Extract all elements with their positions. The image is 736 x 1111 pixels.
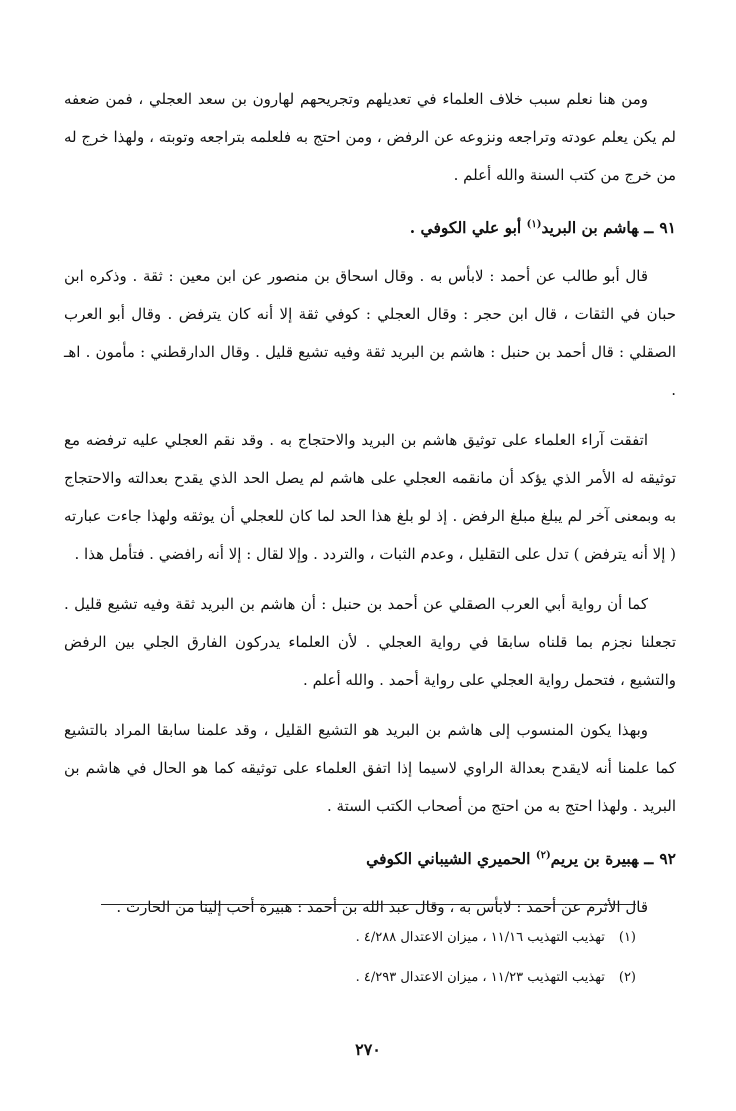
footnote-divider (101, 904, 636, 905)
entry-heading-92 (64, 837, 676, 878)
footnote-2 (100, 958, 636, 998)
paragraph-1: ومن هنا نعلم سبب خلاف العلماء في تعديلهم وتجريحهم لهارون بن سعد العجلي ، فمن ضعفه لم يكن يعلم عودته وتراجعه ونزوعه عن الرفض ، ومن احتج به فلعلمه بتراجعه وتوبته ، ولهذا خرج له من خرج من كتب السنة والله أعلم . (64, 90, 676, 184)
footnote-ref[interactable]: (٢) (535, 850, 551, 862)
footnote-text: تهذيب التهذيب ١١/٢٣ ، ميزان الاعتدال ٤/٢٩٣ . (355, 970, 605, 985)
footnotes (100, 918, 636, 998)
entry-number: ٩٢ (659, 849, 676, 869)
footnote-text: تهذيب التهذيب ١١/١٦ ، ميزان الاعتدال ٤/٢٨٨ . (355, 930, 605, 945)
entry-name-rest: أبو علي الكوفي . (409, 218, 522, 238)
paragraph-6: قال الأثرم عن أحمد : لابأس به ، وقال عبد الله بن أحمد : هبيرة أحب إلينا من الحارث . (116, 898, 648, 917)
paragraph-4: كما أن رواية أبي العرب الصقلي عن أحمد بن حنبل : أن هاشم بن البريد ثقة وفيه تشيع قليل . تجعلنا نجزم بما قلناه سابقا في رواية العجلي . لأن العلماء يدركون الفارق الجلي بين الرفض والتشيع ، فتحمل رواية العجلي على رواية أحمد . والله أعلم . (64, 595, 676, 690)
footnote-1 (100, 918, 636, 958)
entry-dash: ــ (644, 849, 654, 869)
page-number: ٢٧٠ (355, 1040, 381, 1059)
entry-dash: ــ (644, 218, 654, 238)
entry-name-rest: الحميري الشيباني الكوفي (366, 849, 531, 869)
footnote-number: (٢) (618, 970, 636, 985)
entry-heading-91 (64, 206, 676, 247)
footnote-ref[interactable]: (١) (526, 219, 542, 230)
main-text (64, 80, 676, 938)
entry-name: هاشم بن البريد (541, 218, 639, 238)
entry-name: هبيرة بن يريم (550, 849, 639, 869)
entry-number: ٩١ (659, 218, 676, 238)
paragraph-5: وبهذا يكون المنسوب إلى هاشم بن البريد هو التشيع القليل ، وقد علمنا سابقا المراد بالتشيع كما علمنا أنه لايقدح بعدالة الراوي لاسيما إذا اتفق العلماء على توثيقه كما هو الحال في هاشم بن البريد . ولهذا احتج به من احتج من أصحاب الكتب الستة . (64, 721, 676, 816)
paragraph-2: قال أبو طالب عن أحمد : لابأس به . وقال اسحاق بن منصور عن ابن معين : ثقة . وذكره ابن حبان في الثقات ، قال ابن حجر : وقال العجلي : كوفي ثقة إلا أنه كان يترفض . وقال أبو العرب الصقلي : قال أحمد بن حنبل : هاشم بن البريد ثقة وفيه تشيع قليل . وقال الدارقطني : مأمون . اهـ . (64, 267, 676, 400)
footnote-number: (١) (618, 930, 636, 945)
paragraph-3: اتفقت آراء العلماء على توثيق هاشم بن البريد والاحتجاج به . وقد نقم العجلي عليه ترفضه مع توثيقه له الأمر الذي يؤكد أن مانقمه العجلي على هاشم لم يصل الحد الذي يقدح بعدالته والاحتجاج به وبمعنى آخر لم يبلغ مبلغ الرفض . إذ لو بلغ هذا الحد لما كان للعجلي أن يوثقه ولهذا جاءت عبارته ( إلا أنه يترفض ) تدل على التقليل ، وعدم الثبات ، والتردد . وإلا لقال : إلا أنه رافضي . فتأمل هذا . (64, 431, 676, 564)
